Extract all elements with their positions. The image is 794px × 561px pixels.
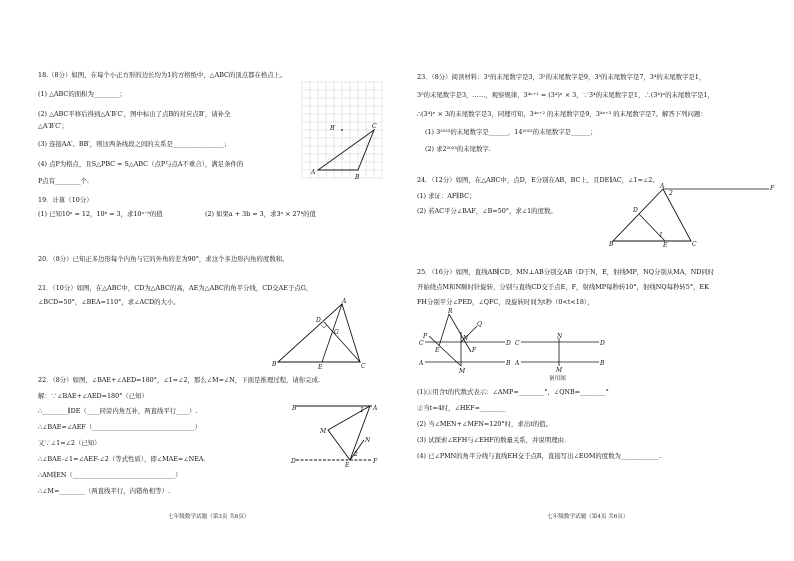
ray-mp — [429, 336, 461, 366]
q21-stem: 21．（10分）如图，在△ABC中，CD为△ABC的高，AE为△ABC的角平分线，CD交AE于点G， — [38, 284, 313, 292]
label-n: N — [557, 333, 563, 340]
q25-line3: FH分别平分∠PED，∠QFC，设旋转时间为t秒（0<t<18）， — [417, 298, 594, 306]
q22-line3: ∴∠BAE=∠AEF（________________________________） — [38, 423, 201, 431]
q18-grid-figure — [302, 82, 390, 182]
q22-line6: ∴AM∥EN（________________________________） — [38, 471, 182, 479]
label-g: G — [334, 329, 339, 336]
zigzag-amen — [328, 406, 370, 460]
q23-part1: (1) 3²⁰²³的末尾数字是______，14²⁰²²的末尾数字是______； — [425, 128, 597, 136]
q21-stem2: ∠BCD=50°，∠BEA=110°，求∠ACD的大小。 — [38, 298, 180, 306]
label-d: D — [291, 458, 296, 465]
q25-part1b: ②当t=4时，∠HEF=________ — [417, 404, 506, 412]
label-p: P — [423, 333, 428, 340]
label-a: A — [311, 169, 316, 176]
label-e: E — [435, 347, 440, 354]
label-n: N — [463, 335, 469, 342]
q22-stem: 22．（8分）如图，∠BAE+∠AED=180°，∠1=∠2，那么∠M=∠N，下面是推理过程，请你完成. — [38, 376, 320, 384]
label-f: F — [770, 185, 775, 192]
q23-part2: (2) 求2²⁰²³的末尾数字. — [425, 145, 491, 153]
label-f: F — [373, 458, 378, 465]
label-n: N — [365, 437, 371, 444]
right-exam-page — [397, 0, 794, 561]
q19-stem: 19．计算（10分） — [38, 196, 93, 204]
label-a: A — [373, 405, 378, 412]
q20-stem: 20．（8分）已知正多边形每个内角与它的外角的差为90°，求这个多边形内角的度数和。 — [38, 255, 289, 263]
label-r: R — [448, 308, 453, 315]
q19-part2: (2) 如果a + 3b = 3，求3ᵃ × 27ᵇ的值 — [205, 210, 316, 218]
q24-figure — [609, 185, 774, 247]
label-b: B — [292, 405, 297, 412]
label-m: M — [459, 368, 466, 375]
q18-part4a: (4) 点P为格点，且S△PBC = S△ABC（点P与点A不重合），满足条件的 — [38, 160, 244, 168]
label-b: B — [272, 361, 277, 368]
q19-part1: (1) 已知10ᵃ = 12，10ᵇ = 3，求10ᵃ⁻ᵇ的值 — [38, 210, 163, 218]
label-c: C — [692, 241, 697, 248]
segment-ae — [350, 406, 370, 460]
q18-part2b: △A′B′C′； — [38, 122, 68, 130]
q18-stem: 18.（8分）如图，在每个小正方形的边长均为1的方格纸中，△ABC的顶点都在格点上。 — [38, 71, 287, 79]
label-a: A — [515, 360, 520, 367]
q22-line1: 解：∵∠BAE+∠AED=180°（已知） — [38, 392, 148, 400]
label-c: C — [419, 340, 424, 347]
label-angle-2: 2 — [669, 190, 673, 197]
label-e: E — [318, 364, 323, 371]
triangle-abc — [278, 304, 360, 362]
label-b: B — [600, 360, 605, 367]
label-a: A — [419, 360, 424, 367]
q25-part1: (1)①用含t的代数式表示：∠AMP=________°，∠QNB=________° — [417, 388, 609, 396]
q22-figure — [290, 400, 380, 470]
q23-line3: ∴(3⁴)ⁿ × 3的末尾数字是3，同理可知，3⁴ⁿ⁺² 的末尾数字是9，3⁴ⁿ⁺³ 的末尾数字是7。解答下列问题： — [417, 110, 707, 118]
label-m: M — [556, 367, 563, 374]
q24-part1: (1) 求证：AF∥BC； — [417, 192, 476, 200]
triangle-abc — [318, 130, 374, 170]
label-b: B — [609, 241, 614, 248]
label-d: D — [316, 317, 321, 324]
altitude-cd — [324, 322, 360, 362]
triangle-abc — [613, 189, 691, 241]
label-d: D — [506, 340, 511, 347]
q25-figure — [419, 310, 509, 375]
q22-line4: 又∵∠1=∠2（已知） — [38, 439, 101, 447]
q24-part2: (2) 若AC平分∠BAF，∠B=50°，求∠1的度数。 — [417, 207, 557, 215]
segment-er — [439, 314, 449, 346]
point-b-prime — [341, 129, 343, 131]
label-b: B — [355, 174, 360, 181]
q25-part4: (4) 已∠PMN的角平分线与直线EH交于点R，直接写出∠EOM的度数为____________. — [417, 452, 662, 460]
q23-line1: 23．（8分）阅读材料：3¹的末尾数字是3，3²的末尾数字是9，3³的末尾数字是7，3⁴的末尾数字是1， — [417, 73, 706, 81]
q24-stem: 24．（12分）如图，在△ABC中，点D，E分别在AB，BC上，且DE∥AC，∠1=∠2。 — [417, 176, 659, 184]
page-footer-left: 七年级数学试题（第3页 共6页） — [168, 514, 250, 520]
label-d: D — [600, 340, 605, 347]
label-q: Q — [477, 321, 482, 328]
q18-part1: (1) △ABC的面积为________； — [38, 90, 126, 98]
right-angle-mark — [321, 325, 327, 328]
label-e: E — [345, 462, 350, 469]
q25-part2: (2) 当∠MEN+∠MFN=120°时，求出t的值。 — [417, 420, 552, 428]
label-angle-1: 1 — [360, 407, 364, 414]
q18-part2a: (2) △ABC平移后得到△A′B′C′，图中标出了点B的对应点B′，请补全 — [38, 110, 231, 118]
q21-figure — [270, 300, 370, 370]
spare-figure-caption: 备用图 — [549, 376, 566, 382]
label-a: A — [660, 183, 665, 190]
page-footer-right: 七年级数学试题（第4页 共6页） — [547, 514, 629, 520]
label-c: C — [361, 363, 366, 370]
q22-line5: ∴∠BAE-∠1=∠AEF-∠2（等式性质），即∠MAE=∠NEA． — [38, 455, 210, 463]
label-a: A — [342, 298, 347, 305]
q25-spare-figure — [515, 334, 605, 374]
q23-line2: 3⁵的末尾数字是3，……，观察规律，3⁴ⁿ⁺¹ = (3⁴)ⁿ × 3，∵3⁴的末尾数字是1，∴(3⁴)ⁿ的末尾数字是1， — [417, 91, 714, 99]
q22-line2: ∴________∥DE（____同旁内角互补，两直线平行____）. — [38, 407, 198, 415]
label-c: C — [515, 340, 520, 347]
label-m: M — [320, 428, 327, 435]
label-angle-2: 2 — [354, 451, 358, 458]
q25-line2: 开始绕点M和N顺时针旋转，分别与直线CD交于点E，F，射线MP每秒转10°，射线NQ每秒转5°，EK — [417, 283, 709, 291]
q22-line7: ∴∠M=________（两直线平行，内错角相等）. — [38, 487, 170, 495]
label-f: F — [472, 347, 477, 354]
label-e: E — [663, 242, 668, 249]
q25-line1: 25．（16分）如图，直线AB∥CD，MN⊥AB分别交AB（D于N，E，射线MP，NQ分别从MA，ND同时 — [417, 268, 715, 276]
segment-fr — [449, 314, 471, 352]
label-angle-1: 1 — [659, 232, 663, 239]
q18-part4b: P点有________个. — [38, 177, 90, 185]
label-b-prime: B′ — [330, 125, 336, 132]
label-b: B — [506, 360, 511, 367]
label-d: D — [633, 207, 638, 214]
q18-part3: (3) 连接AA′、BB′，则这两条线段之间的关系是________________； — [38, 140, 231, 148]
q25-part3: (3) 试探索∠EFH与∠EHF的数量关系，并说明理由. — [417, 436, 567, 444]
label-c: C — [372, 123, 377, 130]
